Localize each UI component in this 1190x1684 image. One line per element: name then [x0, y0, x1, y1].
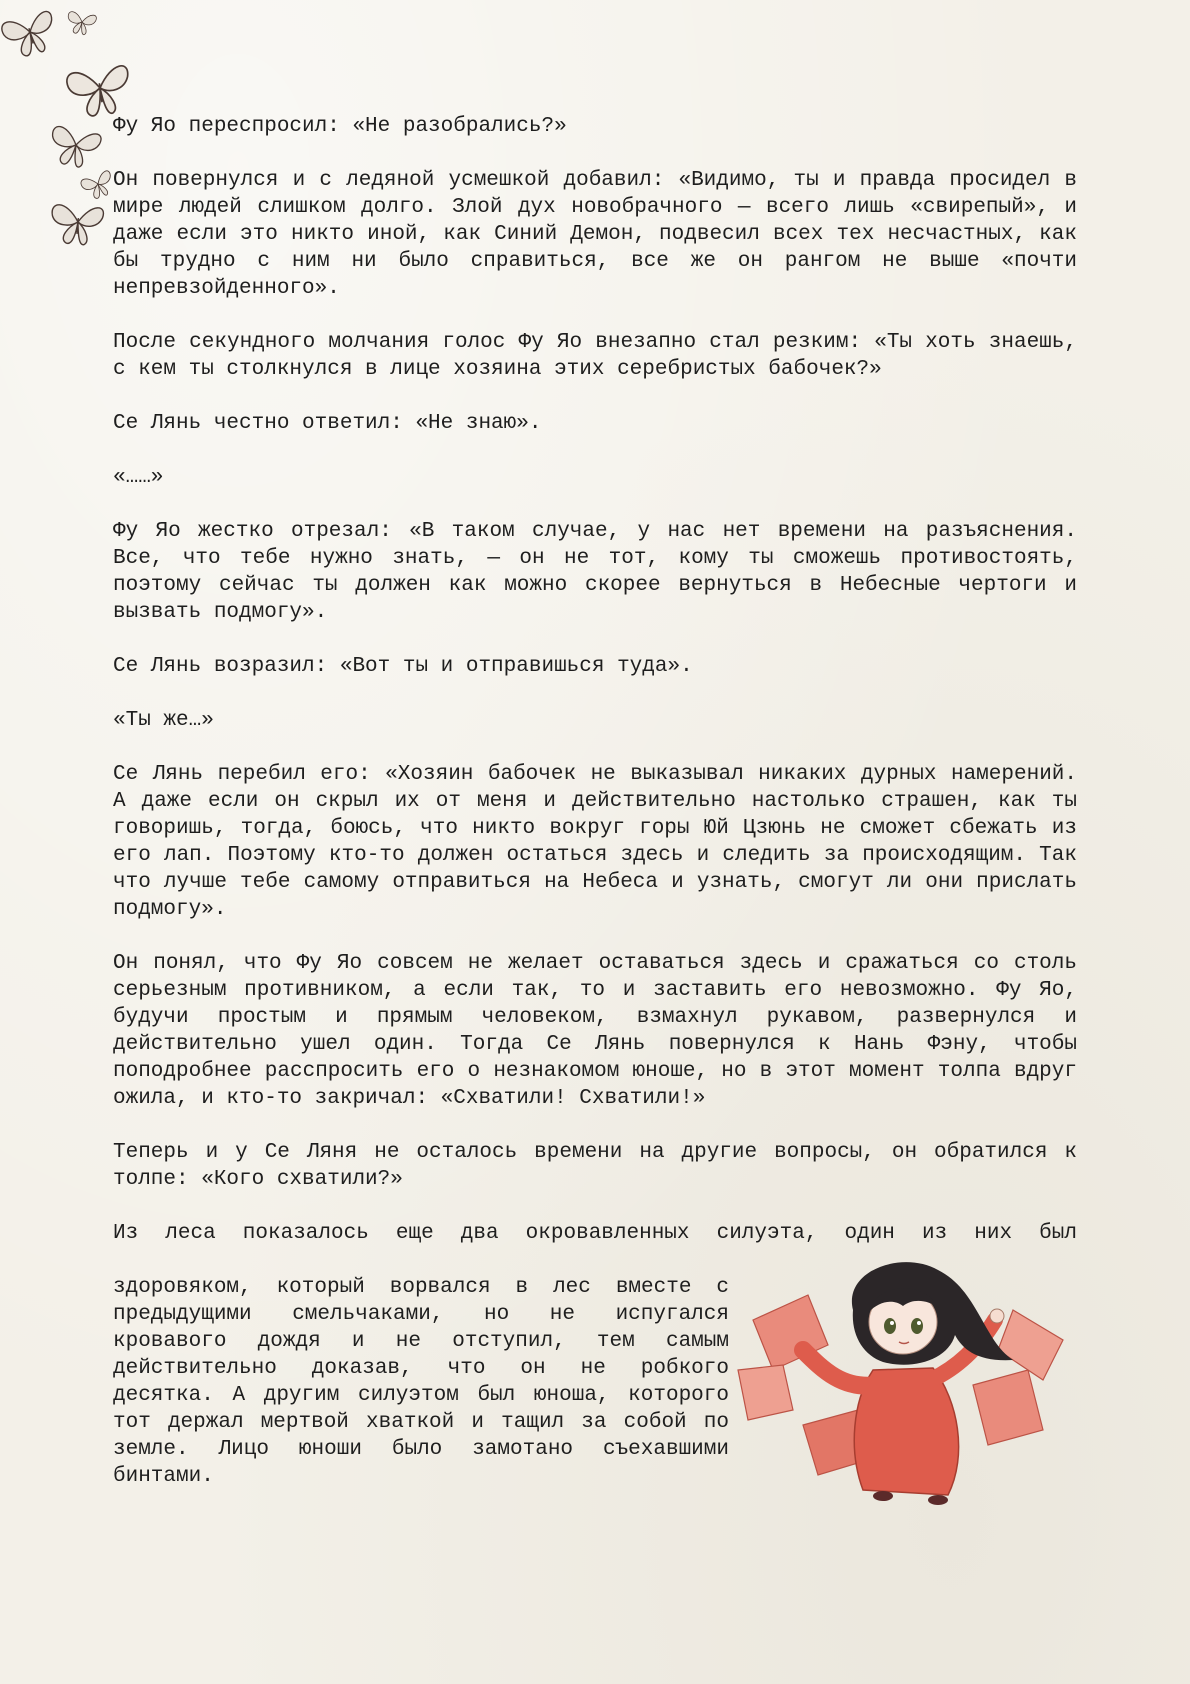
paragraph: Се Лянь возразил: «Вот ты и отправишься туда». — [113, 655, 693, 678]
paragraph: Се Лянь честно ответил: «Не знаю». — [113, 412, 542, 435]
paragraph-first-line: Из леса показалось еще два окровавленных силуэта, один из них был — [113, 1222, 1077, 1245]
last-paragraph-block — [113, 1220, 1077, 1490]
paragraph: Се Лянь перебил его: «Хозяин бабочек не выказывал никаких дурных намерений. А даже если он скрыл их от меня и действительно настолько страшен, как ты говоришь, тогда, боюсь, что никто вокруг горы Юй Цзюнь не сможет сбежать из его лап. Поэтому кто-то должен остаться здесь и следить за происходящим. Так что лучше тебе самому отправиться на Небеса и узнать, смогут ли они прислать подмогу». — [113, 763, 1077, 921]
paragraph: «Ты же…» — [113, 709, 214, 732]
paragraph: «……» — [113, 466, 164, 489]
paragraph: Фу Яо жестко отрезал: «В таком случае, у нас нет времени на разъяснения. Все, что тебе нужно знать, — он не тот, кому ты сможешь противостоять, поэтому сейчас ты должен как можно скорее вернуться в Небесные чертоги и вызвать подмогу». — [113, 520, 1077, 624]
paragraph: Теперь и у Се Ляня не осталось времени на другие вопросы, он обратился к толпе: «Кого схватили?» — [113, 1141, 1077, 1191]
paragraph: Фу Яо переспросил: «Не разобрались?» — [113, 115, 567, 138]
paragraph: Он понял, что Фу Яо совсем не желает оставаться здесь и сражаться со столь серьезным противником, а если так, то и заставить его невозможно. Фу Яо, будучи простым и прямым человеком, взмахнул рукавом, развернулся и действительно ушел один. Тогда Се Лянь повернулся к Нань Фэну, чтобы поподробнее расспросить его о незнакомом юноше, но в этот момент толпа вдруг ожила, и кто-то закричал: «Схватили! Схватили!» — [113, 952, 1077, 1110]
paragraph: Он повернулся и с ледяной усмешкой добавил: «Видимо, ты и правда просидел в мире людей слишком долго. Злой дух новобрачного — всего лишь «свирепый», и даже если это никто иной, как Синий Демон, подвесил всех тех несчастных, как бы трудно с ним ни было справиться, все же он рангом не выше «почти непревзойденного». — [113, 169, 1077, 300]
paragraph: здоровяком, который ворвался в лес вместе с предыдущими смельчаками, но не испугался кровавого дождя и не отступил, тем самым действительно доказав, что он не робкого десятка. А другим силуэтом был юноша, которого тот держал мертвой хваткой и тащил за собой по земле. Лицо юноши было замотано съехавшими бинтами. — [113, 1276, 729, 1488]
chibi-girl-red-robe-icon — [733, 1250, 1083, 1520]
text-column — [113, 113, 1077, 1517]
paragraph: После секундного молчания голос Фу Яо внезапно стал резким: «Ты хоть знаешь, с кем ты столкнулся в лице хозяина этих серебристых бабочек?» — [113, 331, 1077, 381]
